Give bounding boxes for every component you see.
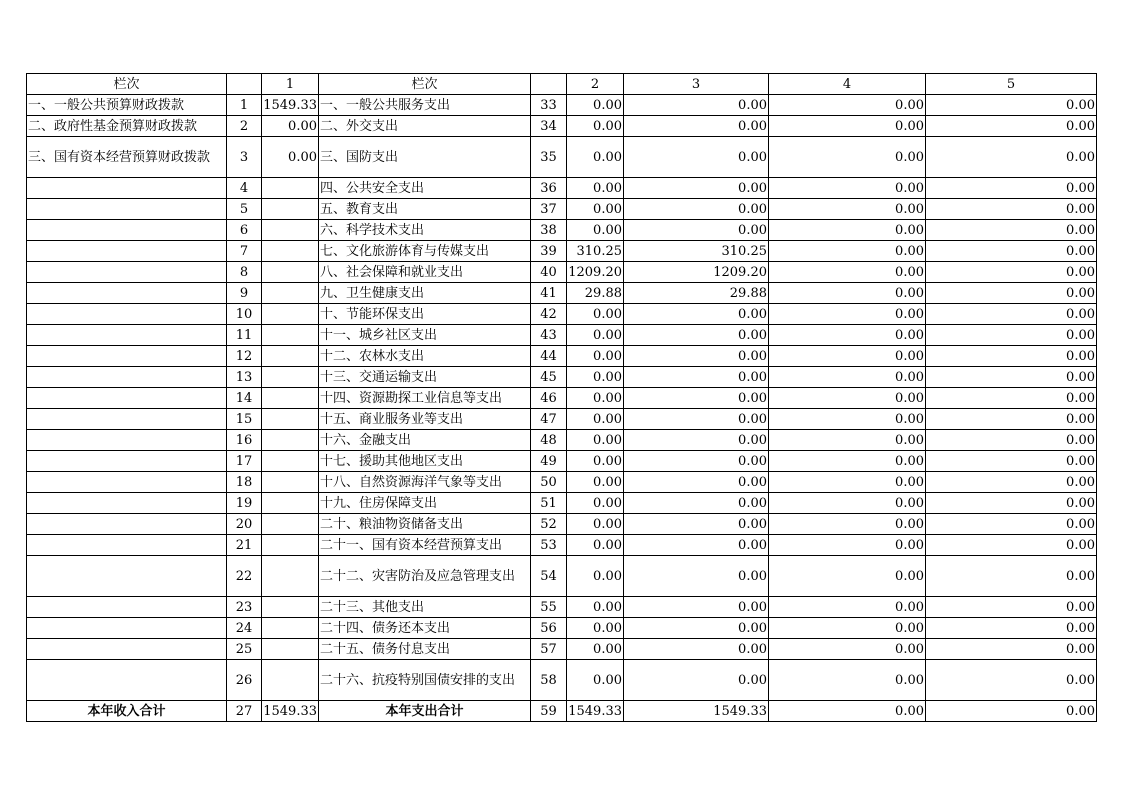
income-item-label xyxy=(27,409,227,430)
expense-row-number: 55 xyxy=(531,597,567,618)
expense-item-label: 一、一般公共服务支出 xyxy=(319,95,531,116)
income-item-label xyxy=(27,262,227,283)
expense-project-col4: 0.00 xyxy=(769,283,926,304)
header-cell xyxy=(227,74,262,95)
expense-col5: 0.00 xyxy=(926,116,1097,137)
expense-project-col4: 0.00 xyxy=(769,514,926,535)
expense-project-col4: 0.00 xyxy=(769,409,926,430)
expense-col5: 0.00 xyxy=(926,262,1097,283)
expense-basic-col3: 0.00 xyxy=(624,178,769,199)
expense-row-number: 51 xyxy=(531,493,567,514)
expense-item-label: 三、国防支出 xyxy=(319,137,531,178)
income-row-number: 10 xyxy=(227,304,262,325)
expense-basic-col3: 0.00 xyxy=(624,325,769,346)
income-row-number: 12 xyxy=(227,346,262,367)
expense-basic-col3: 0.00 xyxy=(624,116,769,137)
expense-col5: 0.00 xyxy=(926,493,1097,514)
expense-project-col4: 0.00 xyxy=(769,367,926,388)
income-item-label xyxy=(27,514,227,535)
income-item-label xyxy=(27,451,227,472)
expense-row-number: 37 xyxy=(531,199,567,220)
expense-row-number: 42 xyxy=(531,304,567,325)
expense-total-col2: 0.00 xyxy=(567,430,624,451)
expense-item-label: 十、节能环保支出 xyxy=(319,304,531,325)
income-row-number: 16 xyxy=(227,430,262,451)
income-row-number: 4 xyxy=(227,178,262,199)
expense-basic-col3: 0.00 xyxy=(624,367,769,388)
expense-row-number: 48 xyxy=(531,430,567,451)
expense-total-col2: 0.00 xyxy=(567,409,624,430)
expense-item-label: 二十、粮油物资储备支出 xyxy=(319,514,531,535)
table-row xyxy=(27,137,1097,178)
income-row-number: 14 xyxy=(227,388,262,409)
expense-total-col2: 310.25 xyxy=(567,241,624,262)
table-row xyxy=(27,346,1097,367)
total-row xyxy=(27,701,1097,722)
expense-col5: 0.00 xyxy=(926,472,1097,493)
expense-col5: 0.00 xyxy=(926,430,1097,451)
expense-project-col4: 0.00 xyxy=(769,178,926,199)
table-row xyxy=(27,178,1097,199)
income-item-label xyxy=(27,597,227,618)
expense-basic-col3: 0.00 xyxy=(624,199,769,220)
expense-project-col4: 0.00 xyxy=(769,472,926,493)
expense-row-number: 54 xyxy=(531,556,567,597)
expense-basic-col3: 0.00 xyxy=(624,95,769,116)
table-row xyxy=(27,367,1097,388)
income-item-label xyxy=(27,556,227,597)
expense-col5: 0.00 xyxy=(926,660,1097,701)
expense-total-col2: 0.00 xyxy=(567,639,624,660)
income-row-number: 21 xyxy=(227,535,262,556)
income-amount xyxy=(262,409,319,430)
table-row xyxy=(27,283,1097,304)
expense-item-label: 九、卫生健康支出 xyxy=(319,283,531,304)
expense-total-col2: 0.00 xyxy=(567,451,624,472)
table-row xyxy=(27,430,1097,451)
expense-col5: 0.00 xyxy=(926,220,1097,241)
expense-row-number: 34 xyxy=(531,116,567,137)
header-cell: 4 xyxy=(769,74,926,95)
expense-total-col2: 0.00 xyxy=(567,514,624,535)
expense-item-label: 十七、援助其他地区支出 xyxy=(319,451,531,472)
expense-total-col2: 0.00 xyxy=(567,597,624,618)
expense-item-label: 十三、交通运输支出 xyxy=(319,367,531,388)
table-row xyxy=(27,262,1097,283)
expense-project-col4: 0.00 xyxy=(769,241,926,262)
expense-row-number: 47 xyxy=(531,409,567,430)
expense-item-label: 二十三、其他支出 xyxy=(319,597,531,618)
expense-basic-col3: 0.00 xyxy=(624,304,769,325)
expense-total-col2: 0.00 xyxy=(567,660,624,701)
expense-row-number: 35 xyxy=(531,137,567,178)
expense-total-col2: 1209.20 xyxy=(567,262,624,283)
expense-item-label: 十八、自然资源海洋气象等支出 xyxy=(319,472,531,493)
expense-item-label: 十九、住房保障支出 xyxy=(319,493,531,514)
expense-basic-col3: 0.00 xyxy=(624,535,769,556)
header-cell: 1 xyxy=(262,74,319,95)
expense-total-col2: 0.00 xyxy=(567,556,624,597)
table-row xyxy=(27,241,1097,262)
expense-col5: 0.00 xyxy=(926,137,1097,178)
income-amount: 1549.33 xyxy=(262,95,319,116)
total-income-item-label: 本年收入合计 xyxy=(27,701,227,722)
income-row-number: 24 xyxy=(227,618,262,639)
total-expense-item-label: 本年支出合计 xyxy=(319,701,531,722)
expense-col5: 0.00 xyxy=(926,241,1097,262)
expense-col5: 0.00 xyxy=(926,367,1097,388)
expense-project-col4: 0.00 xyxy=(769,220,926,241)
income-row-number: 20 xyxy=(227,514,262,535)
expense-row-number: 39 xyxy=(531,241,567,262)
header-cell: 3 xyxy=(624,74,769,95)
income-item-label xyxy=(27,241,227,262)
expense-item-label: 二十六、抗疫特别国债安排的支出 xyxy=(319,660,531,701)
income-row-number: 13 xyxy=(227,367,262,388)
income-item-label xyxy=(27,493,227,514)
expense-item-label: 二十一、国有资本经营预算支出 xyxy=(319,535,531,556)
income-amount xyxy=(262,283,319,304)
income-amount xyxy=(262,241,319,262)
expense-project-col4: 0.00 xyxy=(769,137,926,178)
header-cell xyxy=(531,74,567,95)
expense-col5: 0.00 xyxy=(926,409,1097,430)
header-cell: 2 xyxy=(567,74,624,95)
income-amount xyxy=(262,535,319,556)
header-cell: 栏次 xyxy=(319,74,531,95)
expense-basic-col3: 0.00 xyxy=(624,660,769,701)
expense-col5: 0.00 xyxy=(926,451,1097,472)
total-expense-col5: 0.00 xyxy=(926,701,1097,722)
table-row xyxy=(27,388,1097,409)
table-row xyxy=(27,325,1097,346)
expense-col5: 0.00 xyxy=(926,178,1097,199)
expense-basic-col3: 29.88 xyxy=(624,283,769,304)
expense-col5: 0.00 xyxy=(926,514,1097,535)
expense-project-col4: 0.00 xyxy=(769,325,926,346)
expense-project-col4: 0.00 xyxy=(769,451,926,472)
table-row xyxy=(27,493,1097,514)
income-item-label xyxy=(27,325,227,346)
income-row-number: 15 xyxy=(227,409,262,430)
income-row-number: 19 xyxy=(227,493,262,514)
income-row-number: 9 xyxy=(227,283,262,304)
expense-item-label: 十一、城乡社区支出 xyxy=(319,325,531,346)
income-row-number: 25 xyxy=(227,639,262,660)
income-amount xyxy=(262,639,319,660)
income-row-number: 3 xyxy=(227,137,262,178)
expense-basic-col3: 0.00 xyxy=(624,388,769,409)
income-row-number: 22 xyxy=(227,556,262,597)
income-amount xyxy=(262,262,319,283)
expense-basic-col3: 0.00 xyxy=(624,556,769,597)
expense-basic-col3: 0.00 xyxy=(624,430,769,451)
expense-total-col2: 0.00 xyxy=(567,95,624,116)
table-body xyxy=(27,74,1097,722)
income-item-label xyxy=(27,639,227,660)
budget-table xyxy=(26,73,1097,722)
table-row xyxy=(27,304,1097,325)
expense-total-col2: 29.88 xyxy=(567,283,624,304)
table-row xyxy=(27,618,1097,639)
income-item-label xyxy=(27,430,227,451)
expense-basic-col3: 310.25 xyxy=(624,241,769,262)
income-amount xyxy=(262,472,319,493)
header-cell: 栏次 xyxy=(27,74,227,95)
expense-row-number: 46 xyxy=(531,388,567,409)
expense-item-label: 十四、资源勘探工业信息等支出 xyxy=(319,388,531,409)
income-amount: 0.00 xyxy=(262,137,319,178)
table-row xyxy=(27,556,1097,597)
expense-item-label: 六、科学技术支出 xyxy=(319,220,531,241)
income-item-label xyxy=(27,346,227,367)
expense-row-number: 49 xyxy=(531,451,567,472)
total-expense-project-col4: 0.00 xyxy=(769,701,926,722)
expense-total-col2: 0.00 xyxy=(567,116,624,137)
expense-item-label: 五、教育支出 xyxy=(319,199,531,220)
income-row-number: 5 xyxy=(227,199,262,220)
expense-col5: 0.00 xyxy=(926,535,1097,556)
total-income-row-number: 27 xyxy=(227,701,262,722)
expense-col5: 0.00 xyxy=(926,388,1097,409)
table-row xyxy=(27,220,1097,241)
table-row xyxy=(27,597,1097,618)
expense-item-label: 二十二、灾害防治及应急管理支出 xyxy=(319,556,531,597)
income-amount xyxy=(262,618,319,639)
expense-row-number: 40 xyxy=(531,262,567,283)
income-row-number: 26 xyxy=(227,660,262,701)
total-expense-basic-col3: 1549.33 xyxy=(624,701,769,722)
income-amount xyxy=(262,493,319,514)
expense-basic-col3: 0.00 xyxy=(624,220,769,241)
expense-project-col4: 0.00 xyxy=(769,535,926,556)
expense-row-number: 44 xyxy=(531,346,567,367)
expense-col5: 0.00 xyxy=(926,325,1097,346)
income-item-label xyxy=(27,199,227,220)
table-row xyxy=(27,514,1097,535)
expense-project-col4: 0.00 xyxy=(769,493,926,514)
table-row xyxy=(27,535,1097,556)
expense-col5: 0.00 xyxy=(926,556,1097,597)
income-amount xyxy=(262,199,319,220)
table-row xyxy=(27,660,1097,701)
expense-item-label: 七、文化旅游体育与传媒支出 xyxy=(319,241,531,262)
expense-project-col4: 0.00 xyxy=(769,556,926,597)
income-item-label xyxy=(27,220,227,241)
expense-total-col2: 0.00 xyxy=(567,178,624,199)
income-item-label xyxy=(27,178,227,199)
header-row xyxy=(27,74,1097,95)
income-item-label xyxy=(27,535,227,556)
expense-basic-col3: 0.00 xyxy=(624,451,769,472)
expense-total-col2: 0.00 xyxy=(567,493,624,514)
expense-row-number: 41 xyxy=(531,283,567,304)
income-item-label xyxy=(27,367,227,388)
expense-basic-col3: 0.00 xyxy=(624,137,769,178)
income-item-label xyxy=(27,472,227,493)
income-item-label xyxy=(27,283,227,304)
income-amount xyxy=(262,325,319,346)
income-amount xyxy=(262,514,319,535)
income-item-label xyxy=(27,304,227,325)
income-row-number: 17 xyxy=(227,451,262,472)
expense-col5: 0.00 xyxy=(926,618,1097,639)
expense-basic-col3: 0.00 xyxy=(624,493,769,514)
income-amount xyxy=(262,556,319,597)
expense-row-number: 52 xyxy=(531,514,567,535)
table-row xyxy=(27,639,1097,660)
expense-project-col4: 0.00 xyxy=(769,199,926,220)
table-row xyxy=(27,95,1097,116)
expense-basic-col3: 0.00 xyxy=(624,618,769,639)
expense-total-col2: 0.00 xyxy=(567,325,624,346)
income-row-number: 1 xyxy=(227,95,262,116)
expense-row-number: 50 xyxy=(531,472,567,493)
expense-item-label: 二十四、债务还本支出 xyxy=(319,618,531,639)
income-item-label xyxy=(27,388,227,409)
expense-project-col4: 0.00 xyxy=(769,95,926,116)
expense-row-number: 36 xyxy=(531,178,567,199)
table-row xyxy=(27,199,1097,220)
expense-row-number: 45 xyxy=(531,367,567,388)
income-row-number: 7 xyxy=(227,241,262,262)
expense-row-number: 56 xyxy=(531,618,567,639)
expense-total-col2: 0.00 xyxy=(567,304,624,325)
expense-basic-col3: 1209.20 xyxy=(624,262,769,283)
income-amount xyxy=(262,430,319,451)
income-amount xyxy=(262,367,319,388)
income-row-number: 11 xyxy=(227,325,262,346)
expense-row-number: 53 xyxy=(531,535,567,556)
table-row xyxy=(27,472,1097,493)
income-row-number: 2 xyxy=(227,116,262,137)
expense-row-number: 58 xyxy=(531,660,567,701)
income-amount xyxy=(262,178,319,199)
expense-col5: 0.00 xyxy=(926,199,1097,220)
total-expense-row-number: 59 xyxy=(531,701,567,722)
income-item-label xyxy=(27,660,227,701)
expense-col5: 0.00 xyxy=(926,95,1097,116)
income-row-number: 6 xyxy=(227,220,262,241)
expense-project-col4: 0.00 xyxy=(769,430,926,451)
expense-project-col4: 0.00 xyxy=(769,116,926,137)
header-cell: 5 xyxy=(926,74,1097,95)
total-income-amount: 1549.33 xyxy=(262,701,319,722)
expense-total-col2: 0.00 xyxy=(567,137,624,178)
table-row xyxy=(27,409,1097,430)
expense-project-col4: 0.00 xyxy=(769,304,926,325)
expense-project-col4: 0.00 xyxy=(769,618,926,639)
income-amount xyxy=(262,597,319,618)
expense-item-label: 四、公共安全支出 xyxy=(319,178,531,199)
income-item-label: 三、国有资本经营预算财政拨款 xyxy=(27,137,227,178)
expense-total-col2: 0.00 xyxy=(567,472,624,493)
expense-item-label: 二、外交支出 xyxy=(319,116,531,137)
expense-project-col4: 0.00 xyxy=(769,346,926,367)
expense-total-col2: 0.00 xyxy=(567,220,624,241)
income-item-label: 一、一般公共预算财政拨款 xyxy=(27,95,227,116)
expense-basic-col3: 0.00 xyxy=(624,514,769,535)
income-amount xyxy=(262,304,319,325)
expense-basic-col3: 0.00 xyxy=(624,346,769,367)
expense-row-number: 57 xyxy=(531,639,567,660)
expense-basic-col3: 0.00 xyxy=(624,409,769,430)
expense-basic-col3: 0.00 xyxy=(624,472,769,493)
expense-item-label: 十五、商业服务业等支出 xyxy=(319,409,531,430)
expense-col5: 0.00 xyxy=(926,304,1097,325)
table-row xyxy=(27,116,1097,137)
income-amount xyxy=(262,346,319,367)
expense-col5: 0.00 xyxy=(926,639,1097,660)
expense-project-col4: 0.00 xyxy=(769,597,926,618)
expense-total-col2: 0.00 xyxy=(567,618,624,639)
expense-row-number: 33 xyxy=(531,95,567,116)
income-amount xyxy=(262,220,319,241)
expense-project-col4: 0.00 xyxy=(769,388,926,409)
income-amount xyxy=(262,388,319,409)
expense-row-number: 43 xyxy=(531,325,567,346)
expense-total-col2: 0.00 xyxy=(567,388,624,409)
income-row-number: 8 xyxy=(227,262,262,283)
income-item-label: 二、政府性基金预算财政拨款 xyxy=(27,116,227,137)
income-row-number: 18 xyxy=(227,472,262,493)
expense-project-col4: 0.00 xyxy=(769,262,926,283)
income-amount xyxy=(262,451,319,472)
expense-project-col4: 0.00 xyxy=(769,639,926,660)
expense-row-number: 38 xyxy=(531,220,567,241)
expense-total-col2: 0.00 xyxy=(567,367,624,388)
expense-total-col2: 0.00 xyxy=(567,346,624,367)
expense-col5: 0.00 xyxy=(926,283,1097,304)
expense-basic-col3: 0.00 xyxy=(624,597,769,618)
expense-total-col2: 0.00 xyxy=(567,199,624,220)
income-amount: 0.00 xyxy=(262,116,319,137)
income-row-number: 23 xyxy=(227,597,262,618)
expense-col5: 0.00 xyxy=(926,597,1097,618)
income-item-label xyxy=(27,618,227,639)
expense-col5: 0.00 xyxy=(926,346,1097,367)
expense-item-label: 二十五、债务付息支出 xyxy=(319,639,531,660)
expense-item-label: 十二、农林水支出 xyxy=(319,346,531,367)
total-expense-total-col2: 1549.33 xyxy=(567,701,624,722)
expense-item-label: 十六、金融支出 xyxy=(319,430,531,451)
income-amount xyxy=(262,660,319,701)
expense-basic-col3: 0.00 xyxy=(624,639,769,660)
table-row xyxy=(27,451,1097,472)
expense-project-col4: 0.00 xyxy=(769,660,926,701)
expense-item-label: 八、社会保障和就业支出 xyxy=(319,262,531,283)
expense-total-col2: 0.00 xyxy=(567,535,624,556)
